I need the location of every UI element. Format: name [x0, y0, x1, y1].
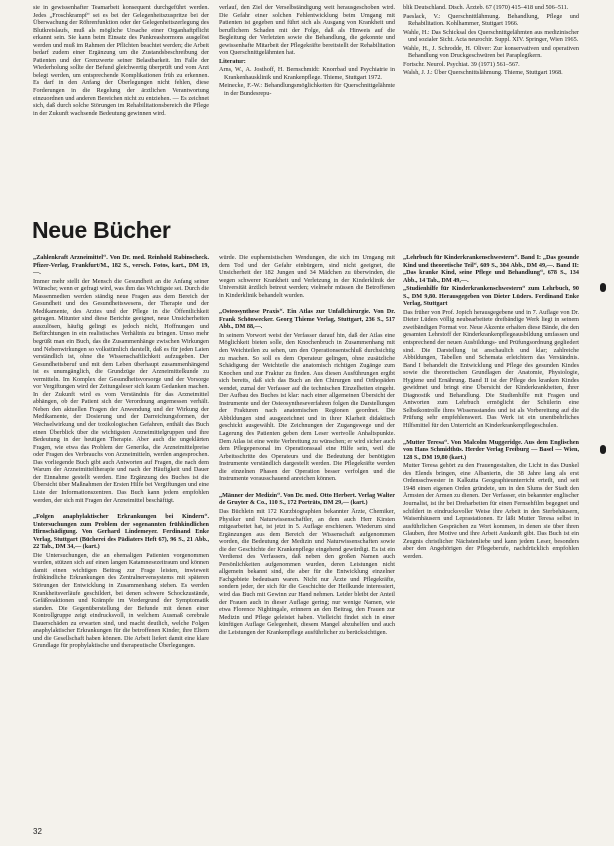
review-body: Mutter Teresa gehört zu den Frauengestalten, die Licht in das Dunkel des Elends bringen, eine Albanierin, die 38 Jahre lang als erst Ordensschwester in Kalkutta Geographieunterricht erteilt, und seit 1948 einen eigenen Orden gründete, um in den Slums der Stadt den Ärmsten der Armen zu dienen. Der Verfasser, ein bekannter englischer Journalist, ist ihr bei Dreharbeiten für einen Fernsehfilm begegnet und schildert in eindrucksvoller Weise ihre Arbeit in den Sterbehäusern, Waisenhäusern und Leprastationen. Er läßt Mutter Teresa selbst in ausführlichen Gesprächen zu Wort kommen, in denen sie über ihren Glauben, ihre Motive und ihre Arbeit Auskunft gibt. Das Buch ist ein Zeugnis christlicher Nächstenliebe und kann jedem Leser, besonders aber den Angehörigen der Pflegeberufe, nachdrücklich empfohlen werden. — [403, 462, 579, 560]
reference-entry: blik Deutschland. Dtsch. Ärzteb. 67 (1970) 415–418 und 506–511. — [403, 4, 569, 11]
top-column-2 — [219, 4, 395, 200]
top-column-1 — [33, 4, 209, 200]
reference-entry: Paeslack, V.: Querschnittlähmung. Behandlung, Pflege und Rehabilitation. Kohlhammer, Stuttgart 1966. — [403, 12, 579, 28]
reference-entry: Meinecke, F.-W.: Behandlungsmöglichkeiten für Querschnittgelähmte in der Bundesrepu- — [219, 82, 395, 98]
review-body: Die Untersuchungen, die an ehemaligen Patienten vorgenommen wurden, stützen sich auf einen langen Katamnesezeitraum und können damit einen wichtigen Beitrag zur Frage leisten, inwieweit frühkindliche Erkrankungen des Zentralnervensystems mit späteren Störungen der Entwicklung in Zusammenhang stehen. Es werden Krankheitsverläufe geschildert, bei denen schwere Schockzustände, Gefäßreaktionen und Krämpfe im Vordergrund der Symptomatik standen. Die Gegenüberstellung der Befunde mit denen einer Kontrollgruppe zeigt eindrucksvoll, in welchem Ausmaß cerebrale Dauerschäden zu erwarten sind, und macht deutlich, welche Folgen anaphylaktischer Erkrankungen für die betroffenen Kinder, ihre Eltern und die Gesellschaft haben können. Die Arbeit liefert damit eine klare Grundlage für prophylaktische und therapeutische Überlegungen. — [33, 551, 209, 650]
margin-mark — [600, 283, 606, 292]
review-body: Das früher von Prof. Jopich herausgegebene und in 7. Auflage von Dr. Dieter Lüders völlig neubearbeitete dreibändige Werk liegt in seinem zweibändigen Format vor. Neue Akzente erhalten diese Bände, die den gesamten Lehrstoff der Kinderkrankenpflegeausbildung umfassen und entsprechend der neuen Ausbildungs- und Prüfungsordnung gegliedert sind. Die Darstellung ist anschaulich und klar; zahlreiche Abbildungen, Tabellen und Schemata erleichtern das Verständnis. Band I behandelt die Entwicklung und Pflege des gesunden Kindes sowie die theoretischen Grundlagen der Anatomie, Physiologie, Hygiene und Ernährung. Band II ist der Pflege des kranken Kindes gewidmet und bringt eine Übersicht der Kinderkrankheiten, ihrer Diagnostik und Behandlung. Die Studienhilfe mit Fragen und Antworten zum Lehrbuch ermöglicht der Schülerin eine Selbstkontrolle ihres Wissensstandes und ist als Vorbereitung auf die Prüfung sehr empfehlenswert. Das Werk ist ein unentbehrliches Hilfsmittel für den Unterricht an Kinderkrankenpflegeschulen. — [403, 308, 579, 430]
section-title: Neue Bücher — [32, 217, 171, 243]
review-body: Das Büchlein mit 172 Kurzbiographien bekannter Ärzte, Chemiker, Physiker und Naturwissenschaftler, an dem auch Herr Kirsten mitgearbeitet hat, ist jetzt in 5. Auflage erschienen. Wiederum sind Ergänzungen aus dem Bereich der Wissenschaft aufgenommen worden, die Bedeutung der Medizin und Naturwissenschaften sowie die der Geschichte der Krankenpflege eingehend gewürdigt. Es ist ein Verdienst des Verfassers, daß neben den großen Namen auch Persönlichkeiten aufgenommen wurden, deren Leistungen nicht allgemein bekannt sind, die aber für die Entwicklung einzelner Fachgebiete bedeutsam waren. Nicht nur Ärzte und Pflegekräfte, sondern jeder, der sich für die Geschichte der Heilkunde interessiert, wird das Buch mit Gewinn zur Hand nehmen. Leider bleibt der Anteil der Frauen auch in dieser Auflage gering; nur wenige Namen, wie etwa Florence Nightingale, erinnern an den Beitrag, den Frauen zur Medizin und Pflege geleistet haben. Vielleicht findet sich in einer künftigen Auflage Gelegenheit, diesem Mangel abzuhelfen und auch die Leistungen der Krankenpflege ausführlicher zu berücksichtigen. — [219, 507, 395, 636]
reference-entry: Walsh, J. J.: Über Querschnittslähmung. Thieme, Stuttgart 1968. — [403, 69, 563, 77]
review-heading: „Lehrbuch für Kinderkrankenschwestern“. Band I: „Das gesunde Kind und theoretische Teil“, 609 S., 304 Abb., DM 49,—. Band II: „Das kranke Kind, seine Pflege und Behandlung“, 678 S., 134 Abb., 14 Tab., DM 49,—. — [403, 254, 579, 284]
review-heading: „Folgen anaphylaktischer Erkrankungen bei Kindern“. Untersuchungen zum Problem der sogenannten frühkindlichen Hirnschädigung. Von Gerhard Lindemeyer. Ferdinand Enke Verlag, Stuttgart (Bücherei des Pädiaters Heft 67), 96 S., 21 Abb., 22 Tab., DM 34,— (kart.) — [33, 513, 209, 551]
top-column-3 — [403, 4, 579, 200]
margin-mark — [600, 445, 606, 454]
reference-entry: Wahle, H.: Das Schicksal des Querschnittgelähmten aus medizinischer und sozialer Sicht. Acta neurochir. Suppl. XIV. Springer, Wien 1965. — [403, 28, 579, 44]
review-body: Immer mehr stellt der Mensch die Gesundheit an die Anfang seiner Wünsche; wenn er gefragt wird, was ihm das Wichtigste sei. Durch die Massenmedien werden ständig neue Fragen aus dem Bereich der Gesundheit und des Gesundheitswesens, der Therapie und der Medikamente, des Arztes und der Pflege in die Öffentlichkeit getragen. Mitunter sind diese Berichte geeignet, neue Unsicherheiten auszulösen, häufig gelingt es jedoch nicht, Hoffnungen und Befürchtungen in ein realistisches Verhältnis zu bringen. Umso mehr begrüßt man ein Buch, das die Zusammenhänge zwischen Wirkungen und Nebenwirkungen so volkstümlich darstellt, daß es für jeden Laien verständlich ist, ohne die Wissenschaftlichkeit aufzugeben. Der Gesundheitsberuf und mit dem Leben überhaupt zusammenhängend ist es unumgänglich, die Grundzüge der Arzneimittelkunde zu vermitteln. Im Komplex der Gesundheitsvorsorge und der Vorsorge vor Vergiftungen wird der Zeitungsleser sich kaum Gedanken machen. In der Zukunft wird es vom Verständnis für das Arzneimittel abhängen, ob der Patient sich der Verordnung angemessen verhält. Neben den aktuellen Fragen der Anwendung und der Wirkung der Medikamente, der Dosierung und der Darreichungsformen, der Wechselwirkung und der toxikologischen Gefahren, enthält das Buch einen Überblick über die wichtigsten Arzneimittelgruppen und ihre Bedeutung in der heutigen Therapie. Aber auch die ungeklärten Fragen, wie etwa das Problem der Generika, die Arzneimittelpreise oder Fragen des Verbrauchs von Arzneimitteln, werden angesprochen. Das vorliegende Buch gibt auch Antworten auf Fragen, die nach dem Warum der Arzneimitteltherapie und nach der Häufigkeit und Dauer der Einnahme gestellt werden. Eine Ergänzung des Buches ist die Übersicht über Maßnahmen der Ersten Hilfe bei Vergiftungen und eine Liste der Informationszentren. Das Buch kann jedem empfohlen werden, der sich mit Fragen der Arzneimittel beschäftigt. — [33, 277, 209, 504]
reference-entry: Fortschr. Neurol. Psychiat. 39 (1971) 561–567. — [403, 60, 520, 68]
review-heading: „Mutter Teresa“. Von Malcolm Muggeridge. Aus dem Englischen von Hans Schmidthüs. Herder Verlag Freiburg — Basel — Wien, 128 S., DM 19,80 (kart.) — [403, 438, 579, 461]
review-body: In seinem Vorwort weist der Verfasser darauf hin, daß der Atlas eine Möglichkeit bieten solle, den Knochenbruch in Zusammenhang mit den Weichteilen zu sehen, um den Operationsentschluß durchsichtig zu machen. So soll es dem Operateur gelingen, ohne zusätzliche Schädigung der Weichteile die anatomisch richtigen Zugänge zum Knochen und zur Fraktur zu finden. Aus diesen Ausführungen ergibt sich bereits, daß sich das Buch an den Chirurgen und Orthopäden wendet, zumal der Verfasser auf die technischen Einzelheiten eingeht. Der Aufbau des Buches ist klar: nach einer allgemeinen Übersicht der Instrumente und der Osteosyntheseverfahren folgen die Darstellungen der Frakturen nach anatomischen Regionen geordnet. Die Abbildungen sind ausgezeichnet und in ihrer Klarheit didaktisch geschickt ausgewählt. Die Zeichnungen der Zugangswege und der Lagerung des Patienten geben dem Leser wertvolle Anhaltspunkte. Dem Atlas ist eine weite Verbreitung zu wünschen; er wird sicher auch dem Pflegepersonal im Operationssaal eine Hilfe sein, weil die Arbeitsschritte des Operateurs und die Bedeutung der benötigten Instrumente verständlich dargestellt werden. Die Pflegekräfte werden die einzelnen Phasen der Operation besser verfolgen und die Instrumente vorausschauend anreichen können. — [219, 331, 395, 483]
reviews-column-2 — [219, 254, 395, 819]
reference-entry: Arns, W., A. Josthoff, H. Bernschmidt: Knorrbad und Psychiatrie in Krankenhausklinik und Krankenpflege. Thieme, Stuttgart 1972. — [219, 66, 395, 81]
top-paragraph: verlauf, den Ziel der Verselbständigung weit herausgeschoben wird. Die Gefahr einer solchen Fehlentwicklung beim Umgang mit Patienten ist gegeben und führt sich als Ausgang von Krankheit und beruflichem Schaden mit der Folge, daß als Hinweis auf die Begleitung der Verletzten sowie die Behandlung, die gekonnte und gewissenhafte Mitarbeit der Pflegekräfte bereitstellt der Rehabilitation von Querschnittgelähmten hat. — [219, 4, 395, 57]
review-heading: „Männer der Medizin“. Von Dr. med. Otto Herbert. Verlag Walter de Gruyter & Co., 110 S., 172 Porträts, DM 29,— (kart.) — [219, 491, 395, 507]
review-heading: „Zahlenkraft Arzneimittel“. Von Dr. med. Reinhold Rabinscheck. Pfizer-Verlag, Frankfurt/M., 182 S., versch. Fotos, kart., DM 19,—. — [33, 254, 209, 277]
literature-heading: Literatur: — [219, 57, 246, 65]
review-heading: „Osteosynthese Praxis“. Ein Atlas zur Unfallchirurgie. Von Dr. Frank Schönwecker. Georg Thieme Verlag, Stuttgart, 236 S., 517 Abb., DM 88,—. — [219, 308, 395, 331]
reviews-column-3 — [403, 254, 579, 819]
reviews-column-1 — [33, 254, 209, 819]
top-paragraph: sie in gewissenhafter Teamarbeit konsequent durchgeführt werden. Jedes „Froschkrampf“ sei es bei der Gelegenheitszuspritze bei der Überwachung der Röhrenfunktion oder der Gelegenheitszerlegung des Blutkreislaufs, muß als mögliche Ursache einer Organhaftpflicht erkannt sein. Sie kann beim Einsatz des Pankreashormons ausgelöst werden und muß im Rahmen der Pflichten beachtet werden; die Arbeit bedarf zudem einer Ergänzung um die Zustandsbeschreibung der Patienten und der Grenzwerte seiner Belastbarkeit. Im Falle der Wiederholung sollte der Befund gleichwertig überprüft und vom Arzt belegt werden, um entsprechende Komplikationen früh zu erkennen. Es darf in den Anfang der Überlegungen nicht fehlen, diese Forderungen in die Regelung der ärztlichen Verantwortung einzuordnen und anderen Bereichen nicht zu entziehen. — Es zeichnet sich, daß durch solche Störungen im Rehabilitationsbereich die Pflege in der Zukunft wachsende Bedeutung gewinnen wird. — [33, 4, 209, 117]
review-body: würde. Die euphemistischen Wendungen, die sich im Umgang mit dem Tod und der Gefahr einbürgern, sind nicht geeignet, die Unsicherheit der 182 Jungen und 34 Mädchen zu überwinden, die wegen schwerer Krankheit und Verletzung in der Kinderklinik der Universität ärztlich betreut werden; vielmehr müssen die Betroffenen in Kinderklinik behandelt wurden. — [219, 254, 395, 299]
reference-entry: Wahle, H., J. Schrodde, H. Oliver: Zur konservativen und operativen Behandlung von Druckgeschwüren bei Paraplegikern. — [403, 44, 579, 60]
review-heading: „Studienhilfe für Kinderkrankenschwestern“ zum Lehrbuch, 90 S., DM 9,80. Herausgegeben von Dieter Lüders. Ferdinand Enke Verlag, Stuttgart — [403, 285, 579, 308]
page-number: 32 — [33, 827, 42, 836]
